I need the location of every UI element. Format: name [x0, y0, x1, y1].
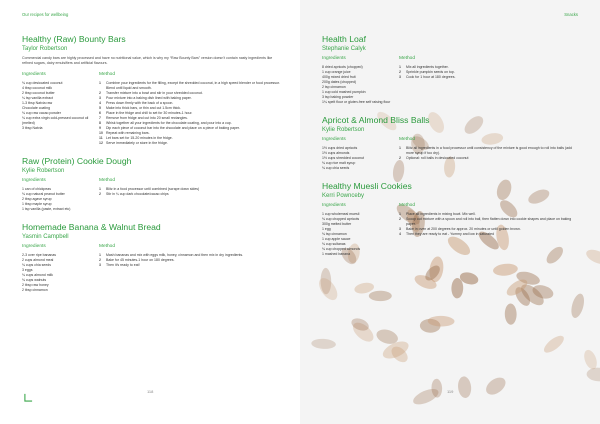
- almond-shape: [369, 291, 392, 301]
- method-column: [399, 203, 580, 257]
- ingredient-item: 2 tbsp raw honey: [22, 283, 49, 287]
- step-text: Transfer mixture into a bowl and stir in your shredded coconut.: [106, 91, 203, 95]
- ingredients-column: [22, 178, 99, 212]
- method-column: [399, 137, 580, 171]
- method-steps: [399, 212, 580, 237]
- recipe-title: Healthy Muesli Cookies: [322, 181, 412, 191]
- recipe-author: Taylor Robertson: [22, 46, 68, 52]
- step-text: Remove from fridge and cut into 20 small rectangles.: [106, 116, 188, 120]
- step-number: 2: [399, 156, 401, 160]
- ingredient-item: 3 tbsp Natvia: [22, 126, 43, 130]
- recipe-columns: [22, 244, 280, 293]
- method-heading: Method: [399, 137, 415, 142]
- step-number: 12: [99, 141, 103, 145]
- ingredient-item: 1-3 tbsp Natvia raw: [22, 101, 53, 105]
- step-text: Bake for 45 minutes-1 hour on 180 degrees.: [106, 258, 175, 262]
- step-text: Repeat with remaining bars.: [106, 131, 150, 135]
- almond-shape: [457, 376, 472, 399]
- method-steps: [99, 187, 280, 197]
- recipe-title: Homemade Banana & Walnut Bread: [22, 222, 161, 232]
- ingredient-item: 300g melted butter: [322, 222, 352, 226]
- almond-shape: [582, 348, 599, 371]
- step-text: Make into thick bars, or thin and cut 1.5cm thick.: [106, 106, 181, 110]
- recipe-author: Kylie Robertson: [22, 168, 65, 174]
- right-content: [322, 34, 580, 267]
- method-step: [99, 141, 280, 146]
- step-number: 9: [99, 126, 101, 130]
- method-step: [399, 217, 580, 227]
- step-number: 10: [99, 131, 103, 135]
- recipe-intro: Commercial candy bars are highly processed and have no nutritional value, which is why my “Raw Bounty Bars” version doesn’t contain nasty ingredients like refined sugars, dairy emulsifiers and artificial flavours.: [22, 56, 273, 65]
- step-number: 6: [99, 111, 101, 115]
- ingredient-item: 200g dates (chopped): [322, 80, 357, 84]
- recipe-author: Yasmin Campbell: [22, 234, 69, 240]
- step-number: 2: [99, 91, 101, 95]
- almond-shape: [584, 247, 600, 267]
- method-column: [99, 72, 280, 146]
- method-step: [399, 75, 580, 80]
- recipe-columns: [322, 203, 580, 257]
- step-text: Combine your ingredients for the filling, except the shredded coconut, in a high speed blender or food processor. Blend until liquid and smooth.: [106, 81, 280, 90]
- ingredients-list: [322, 212, 399, 257]
- recipe-health-loaf: [322, 34, 580, 105]
- almond-shape: [586, 367, 600, 382]
- step-text: Let bars set for 15-20 minutes in the fridge.: [106, 136, 173, 140]
- ingredient-item: 2 tbsp coconut butter: [22, 91, 55, 95]
- recipe-author: Kylie Robertson: [322, 127, 365, 133]
- ingredient-item: ¾ cup extra virgin cold-pressed coconut oil (melted): [22, 116, 89, 125]
- step-text: Bake in oven at 200 degrees for approx. 20 minutes or until golden brown.: [406, 227, 521, 231]
- recipe-author: Kerri Pownceby: [322, 193, 365, 199]
- step-number: 8: [99, 121, 101, 125]
- ingredient-item: 1½ cups shredded coconut: [322, 156, 365, 160]
- ingredients-heading: Ingredients: [22, 72, 46, 77]
- step-text: Place in the fridge and chill to set for 30 minutes-1 hour.: [106, 111, 193, 115]
- ingredient-item: 1 cup cold mashed pumpkin: [322, 90, 366, 94]
- method-heading: Method: [399, 203, 415, 208]
- ingredient-item: 4 tbsp coconut milk: [22, 86, 52, 90]
- step-number: 3: [99, 263, 101, 267]
- almond-shape: [541, 333, 566, 356]
- ingredients-heading: Ingredients: [322, 137, 346, 142]
- ingredient-item: ¾ cup chopped almonds: [322, 247, 361, 251]
- ingredient-item: 1 can of chickpeas: [22, 187, 51, 191]
- step-text: Stir in ¼ cup dark chocolate/cacao chips: [106, 192, 169, 196]
- ingredient-item: ¾ cups chia seeds: [22, 263, 51, 267]
- method-column: [399, 56, 580, 105]
- ingredient-item: 8 dried apricots (chopped): [322, 65, 363, 69]
- step-text: Mix all ingredients together.: [406, 65, 449, 69]
- recipe-bounty-bars: [22, 34, 280, 146]
- ingredient-item: 2 tbsp agave syrup: [22, 197, 52, 201]
- ingredients-heading: Ingredients: [322, 203, 346, 208]
- ingredients-list: [22, 187, 99, 212]
- method-steps: [99, 81, 280, 146]
- method-step: [99, 81, 280, 91]
- recipe-columns: [322, 56, 580, 105]
- left-content: [22, 34, 280, 303]
- method-heading: Method: [99, 72, 115, 77]
- step-text: Optional: roll balls in desiccated coconut: [406, 156, 469, 160]
- step-text: Sprinkle pumpkin seeds on top.: [406, 70, 455, 74]
- right-page: [300, 0, 600, 424]
- ingredient-item: 3 eggs: [22, 268, 33, 272]
- recipe-cookie-dough: [22, 156, 280, 212]
- ingredient-item: 2-3 over ripe bananas: [22, 253, 57, 257]
- almond-shape: [569, 292, 586, 319]
- step-text: Press down firmly with the back of a spoon.: [106, 101, 174, 105]
- ingredient-item: ¾ tsp cinnamon: [322, 232, 347, 236]
- ingredient-item: 400g mixed dried fruit: [322, 75, 356, 79]
- ingredient-item: 2 tsp cinnamon: [322, 85, 346, 89]
- step-number: 2: [99, 258, 101, 262]
- ingredient-item: 3 tsp baking powder: [322, 95, 354, 99]
- step-number: 1: [399, 65, 401, 69]
- step-number: 7: [99, 116, 101, 120]
- ingredient-item: ¾ cup rice malt syrup: [322, 161, 356, 165]
- step-text: Then they are ready to eat - Yummy and low in saturated: [406, 232, 495, 236]
- ingredient-item: ¾ cup desiccated coconut: [22, 81, 63, 85]
- step-text: Dip each piece of coconut bar into the chocolate and place on a piece of baking paper.: [106, 126, 240, 130]
- step-number: 2: [399, 70, 401, 74]
- ingredient-item: ¼ tsp vanilla extract: [22, 96, 53, 100]
- ingredient-item: 1 cup apple sauce: [322, 237, 351, 241]
- ingredients-column: [322, 203, 399, 257]
- step-text: Blitz in a food processor until combined (scrape down sides): [106, 187, 200, 191]
- ingredient-item: ¾ cup chopped apricots: [322, 217, 360, 221]
- ingredients-list: [322, 146, 399, 171]
- step-number: 1: [399, 212, 401, 216]
- step-text: Whisk together all your ingredients for the chocolate coating, and pour into a cup.: [106, 121, 232, 125]
- method-steps: [399, 146, 580, 161]
- ingredient-item: ¾ cup chia seeds: [322, 166, 350, 170]
- ingredient-item: ¾ cup sultanas: [322, 242, 346, 246]
- ingredient-item: 1½ cups dried apricots: [322, 146, 358, 150]
- ingredient-item: 2 cups almond meal: [22, 258, 54, 262]
- ingredient-item: 1 egg: [322, 227, 331, 231]
- ingredients-heading: Ingredients: [22, 244, 46, 249]
- almond-shape: [311, 338, 336, 349]
- recipe-title: Healthy (Raw) Bounty Bars: [22, 34, 126, 44]
- ingredient-item: 1 tsp vanilla (paste, extract etc): [22, 207, 71, 211]
- recipe-muesli-cookies: [322, 181, 580, 257]
- recipe-bliss-balls: [322, 115, 580, 171]
- step-number: 1: [99, 187, 101, 191]
- ingredients-list: [22, 253, 99, 293]
- method-step: [99, 263, 280, 268]
- method-steps: [399, 65, 580, 80]
- ingredients-column: [322, 137, 399, 171]
- almond-shape: [505, 303, 517, 324]
- step-text: Then it’s ready to eat!: [106, 263, 140, 267]
- method-heading: Method: [99, 244, 115, 249]
- recipe-columns: [22, 72, 280, 146]
- step-text: Place all ingredients in mixing bowl. Mix well.: [406, 212, 476, 216]
- page-number-right: 119: [447, 389, 454, 394]
- ingredient-item: 1½ cups almonds: [322, 151, 350, 155]
- recipe-title: Health Loaf: [322, 34, 366, 44]
- almond-shape: [483, 374, 509, 398]
- step-number: 3: [99, 96, 101, 100]
- running-header-left: Our recipes for wellbeing: [22, 12, 69, 17]
- ingredients-column: [22, 72, 99, 146]
- step-number: 3: [399, 75, 401, 79]
- ingredient-item: 1 cup orange juice: [322, 70, 351, 74]
- recipe-author: Stephanie Calyk: [322, 46, 366, 52]
- ingredients-column: [22, 244, 99, 293]
- step-number: 1: [399, 146, 401, 150]
- ingredients-list: [322, 65, 399, 105]
- step-text: Cook for 1 hour at 180 degrees.: [406, 75, 456, 79]
- method-column: [99, 178, 280, 212]
- step-number: 5: [99, 106, 101, 110]
- ingredient-item: Chocolate coating: [22, 106, 51, 110]
- ingredient-item: ¾ cups almond milk: [22, 273, 53, 277]
- method-heading: Method: [99, 178, 115, 183]
- step-text: Serve immediately or store in the fridge.: [106, 141, 168, 145]
- ingredient-item: ¾ cups walnuts: [22, 278, 47, 282]
- ingredient-item: ¾ cup natural peanut butter: [22, 192, 65, 196]
- step-number: 1: [99, 253, 101, 257]
- step-number: 2: [399, 217, 401, 221]
- method-steps: [99, 253, 280, 268]
- step-text: Scoop out mixture with a spoon and roll into ball, then flatten down into cookie shapes and place on baking paper.: [406, 217, 572, 226]
- ingredients-list: [22, 81, 99, 131]
- ingredient-item: 1 tbsp maple syrup: [22, 202, 52, 206]
- method-column: [99, 244, 280, 293]
- ingredient-item: 1¼ spelt flour or gluten-free self raising flour: [322, 100, 391, 104]
- almond-shape: [451, 278, 463, 299]
- ingredients-column: [322, 56, 399, 105]
- step-number: 4: [99, 101, 101, 105]
- recipe-title: Raw (Protein) Cookie Dough: [22, 156, 132, 166]
- ingredient-item: 1 cup wholemeal muesli: [322, 212, 360, 216]
- recipe-banana-bread: [22, 222, 280, 293]
- step-text: Mash bananas and mix with eggs milk, honey, cinnamon and then mix in dry ingredients.: [106, 253, 244, 257]
- step-number: 11: [99, 136, 103, 140]
- page-number-left: 118: [147, 389, 154, 394]
- recipe-title: Apricot & Almond Bliss Balls: [322, 115, 430, 125]
- method-step: [399, 146, 580, 156]
- recipe-columns: [22, 178, 280, 212]
- step-text: Pour mixture into a baking dish lined with baking paper.: [106, 96, 192, 100]
- method-step: [99, 192, 280, 197]
- step-number: 2: [99, 192, 101, 196]
- method-heading: Method: [399, 56, 415, 61]
- ingredient-item: 1 mashed banana: [322, 252, 351, 256]
- ingredients-heading: Ingredients: [22, 178, 46, 183]
- method-step: [399, 156, 580, 161]
- recipe-columns: [322, 137, 580, 171]
- running-header-right: Snacks: [564, 12, 578, 17]
- step-number: 4: [399, 232, 401, 236]
- step-number: 3: [399, 227, 401, 231]
- step-text: Blitz all ingredients in a food processor until consistency of the mixture is good enough to roll into balls (add more syrup if too dry).: [406, 146, 572, 155]
- corner-leaf-icon: [24, 393, 33, 402]
- method-step: [399, 232, 580, 237]
- ingredients-heading: Ingredients: [322, 56, 346, 61]
- ingredient-item: 2 tbsp cinnamon: [22, 288, 48, 292]
- ingredient-item: ¾ cup raw cacao powder: [22, 111, 61, 115]
- step-number: 1: [99, 81, 101, 85]
